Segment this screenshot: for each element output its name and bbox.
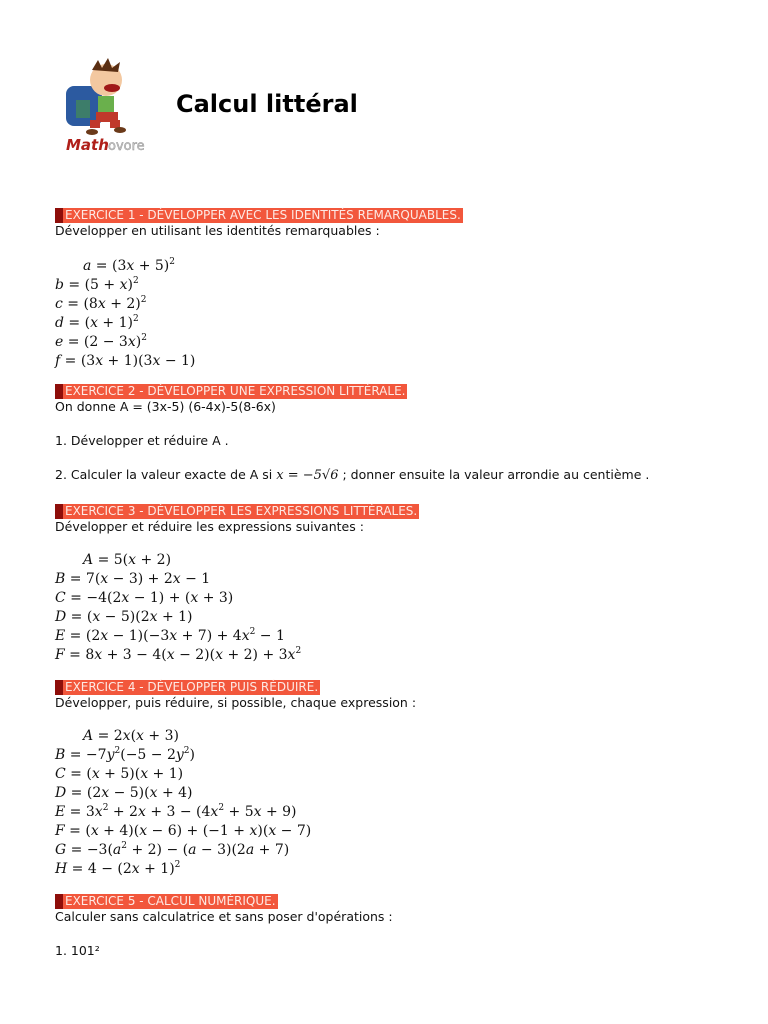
question-2: 2. Calculer la valeur exacte de A si x = −5√6 ; donner ensuite la valeur arrondie au centième . — [55, 467, 650, 483]
formula: F = (x + 4)(x − 6) + (−1 + x)(x − 7) — [55, 823, 312, 839]
heading-marker — [55, 894, 63, 909]
page-title: Calcul littéral — [176, 90, 358, 118]
exercise-2 — [55, 383, 649, 484]
exercise-heading: EXERCICE 3 - DÉVELOPPER LES EXPRESSIONS LITTÉRALES. — [55, 504, 419, 519]
formula: C = −4(2x − 1) + (x + 3) — [55, 590, 234, 606]
question-1: 1. Développer et réduire A . — [55, 433, 229, 448]
svg-text:Math: Math — [66, 136, 109, 154]
exercise-instruction: Calculer sans calculatrice et sans poser d'opérations : — [55, 909, 393, 924]
formula: $e = (2 - 3x)^2$ — [55, 333, 147, 350]
exercise-instruction: Développer, puis réduire, si possible, chaque expression : — [55, 695, 417, 710]
formula: f = (3x + 1)(3x − 1) — [55, 353, 196, 369]
formula: $c = (8x + 2)^2$ — [55, 295, 147, 312]
formula: $G = -3(a^2 + 2) - (a - 3)(2a + 7)$ — [55, 841, 290, 858]
formula: A = 5(x + 2) — [83, 552, 172, 568]
exercise-instruction: Développer en utilisant les identités remarquables : — [55, 223, 380, 238]
exercise-1 — [55, 207, 463, 371]
exercise-instruction: Développer et réduire les expressions suivantes : — [55, 519, 364, 534]
heading-marker — [55, 680, 63, 695]
formula: $B = -7y^2(-5 - 2y^2)$ — [55, 746, 195, 763]
exercise-3 — [55, 503, 419, 665]
exercise-heading: EXERCICE 5 - CALCUL NUMÉRIQUE. — [55, 894, 278, 909]
formula: B = 7(x − 3) + 2x − 1 — [55, 571, 211, 587]
formula: C = (x + 5)(x + 1) — [55, 766, 184, 782]
formula: $b = (5 + x)^2$ — [55, 276, 139, 293]
svg-text:ovore: ovore — [108, 139, 145, 154]
exercise-4 — [55, 679, 416, 879]
formula: $H = 4 - (2x + 1)^2$ — [55, 860, 181, 877]
heading-marker — [55, 208, 63, 223]
heading-marker — [55, 384, 63, 399]
question-1: 1. 101² — [55, 943, 100, 958]
exercise-5 — [55, 893, 393, 959]
mathovore-logo — [62, 58, 160, 158]
formula-list — [55, 551, 419, 665]
formula-list — [55, 257, 463, 371]
heading-marker — [55, 504, 63, 519]
formula: $F = 8x + 3 - 4(x - 2)(x + 2) + 3x^2$ — [55, 646, 302, 663]
formula: $a = (3x + 5)^2$ — [83, 257, 175, 274]
exercise-instruction: On donne A = (3x-5) (6-4x)-5(8-6x) — [55, 399, 276, 414]
formula: D = (2x − 5)(x + 4) — [55, 785, 193, 801]
formula: A = 2x(x + 3) — [83, 728, 179, 744]
formula: D = (x − 5)(2x + 1) — [55, 609, 193, 625]
exercise-heading: EXERCICE 1 - DÉVELOPPER AVEC LES IDENTITÉS REMARQUABLES. — [55, 208, 463, 223]
exercise-heading: EXERCICE 2 - DÉVELOPPER UNE EXPRESSION LITTÉRALE. — [55, 384, 407, 399]
formula-list — [55, 727, 416, 879]
formula: $E = 3x^2 + 2x + 3 - (4x^2 + 5x + 9)$ — [55, 803, 297, 820]
exercise-heading: EXERCICE 4 - DÉVELOPPER PUIS RÉDUIRE. — [55, 680, 320, 695]
formula: $d = (x + 1)^2$ — [55, 314, 139, 331]
formula: $E = (2x - 1)(-3x + 7) + 4x^2 - 1$ — [55, 627, 285, 644]
inline-math: x = −5√6 — [276, 468, 339, 483]
